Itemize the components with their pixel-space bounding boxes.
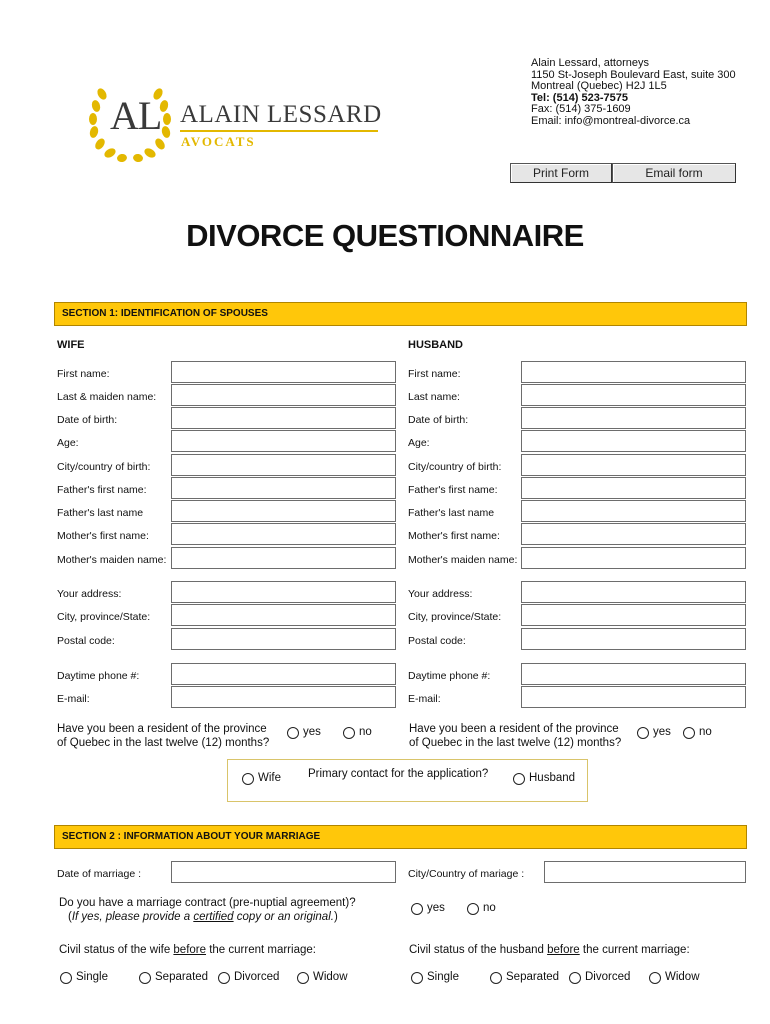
contract-note-post: copy or an original. — [233, 911, 334, 923]
firm-name-line: Alain Lessard, attorneys — [531, 57, 650, 69]
logo-initials: AL — [110, 93, 162, 138]
wife-age-field[interactable] — [171, 430, 396, 452]
marriage-date-field[interactable] — [171, 861, 396, 883]
husband-father-last-label: Father's last name — [408, 507, 495, 519]
husband-dob-field[interactable] — [521, 407, 746, 429]
husband-residency-question — [409, 722, 621, 750]
wife-single-label: Single — [76, 971, 108, 983]
husband-residency-line2: of Quebec in the last twelve (12) months? — [409, 737, 622, 749]
husband-residency-no-label: no — [699, 726, 712, 738]
husband-mother-maiden-field[interactable] — [521, 547, 746, 569]
wife-father-first-label: Father's first name: — [57, 484, 147, 496]
logo-subtitle: AVOCATS — [181, 134, 256, 149]
wife-birthplace-field[interactable] — [171, 454, 396, 476]
contract-no-label: no — [483, 902, 496, 914]
wife-mother-maiden-field[interactable] — [171, 547, 396, 569]
husband-father-first-label: Father's first name: — [408, 484, 498, 496]
husband-heading: HUSBAND — [408, 339, 463, 351]
contract-yes-radio[interactable] — [411, 903, 423, 915]
husband-separated-label: Separated — [506, 971, 560, 983]
husband-residency-yes-radio[interactable] — [637, 727, 649, 739]
wife-postal-label: Postal code: — [57, 635, 115, 647]
husband-birthplace-field[interactable] — [521, 454, 746, 476]
husband-address-label: Your address: — [408, 588, 473, 600]
husband-divorced-radio[interactable] — [569, 972, 581, 984]
logo-name: ALAIN LESSARD — [180, 101, 382, 128]
husband-civil-status-pre: Civil status of the husband — [409, 944, 548, 956]
husband-residency-yes-label: yes — [653, 726, 671, 738]
husband-mother-first-field[interactable] — [521, 523, 746, 545]
husband-separated-radio[interactable] — [490, 972, 502, 984]
husband-email-label: E-mail: — [408, 693, 441, 705]
husband-residency-line1: Have you been a resident of the province — [409, 723, 619, 735]
contract-note: (If yes, please provide a certified copy or an original.) — [68, 911, 338, 923]
husband-dob-label: Date of birth: — [408, 414, 469, 426]
wife-postal-field[interactable] — [171, 628, 396, 650]
wife-age-label: Age: — [57, 437, 79, 449]
logo-divider — [180, 130, 378, 132]
wife-father-last-label: Father's last name — [57, 507, 144, 519]
wife-residency-no-radio[interactable] — [343, 727, 355, 739]
primary-wife-label: Wife — [258, 772, 281, 784]
wife-civil-status-post: the current marriage: — [206, 944, 316, 956]
wife-residency-yes-radio[interactable] — [287, 727, 299, 739]
marriage-city-label: City/Country of mariage : — [408, 868, 525, 880]
contract-note-pre: If yes, please provide a — [71, 911, 194, 923]
wife-separated-label: Separated — [155, 971, 209, 983]
contract-note-certified: certified — [193, 911, 234, 923]
wife-mother-first-label: Mother's first name: — [57, 530, 149, 542]
husband-civil-status-post: the current marriage: — [579, 944, 690, 956]
wife-mother-maiden-label: Mother's maiden name: — [57, 554, 167, 566]
wife-civil-status-question — [59, 943, 316, 957]
husband-mother-first-label: Mother's first name: — [408, 530, 500, 542]
husband-postal-label: Postal code: — [408, 635, 466, 647]
wife-first-name-field[interactable] — [171, 361, 396, 383]
husband-last-name-label: Last name: — [408, 391, 460, 403]
contract-yes-label: yes — [427, 902, 445, 914]
firm-email-line — [531, 116, 736, 128]
husband-birthplace-label: City/country of birth: — [408, 461, 502, 473]
wife-civil-status-before: before — [173, 944, 207, 956]
firm-tel-line: Tel: (514) 523-7575 — [531, 91, 629, 104]
husband-city-field[interactable] — [521, 604, 746, 626]
wife-divorced-radio[interactable] — [218, 972, 230, 984]
marriage-date-label: Date of marriage : — [57, 868, 142, 880]
wife-address-label: Your address: — [57, 588, 122, 600]
firm-email-label: Email: — [531, 114, 565, 127]
husband-single-label: Single — [427, 971, 459, 983]
wife-separated-radio[interactable] — [139, 972, 151, 984]
wife-residency-yes-label: yes — [303, 726, 321, 738]
wife-mother-first-field[interactable] — [171, 523, 396, 545]
wife-divorced-label: Divorced — [234, 971, 280, 983]
wife-dob-label: Date of birth: — [57, 414, 118, 426]
wife-email-field[interactable] — [171, 686, 396, 708]
wife-last-name-field[interactable] — [171, 384, 396, 406]
wife-single-radio[interactable] — [60, 972, 72, 984]
firm-city-line: Montreal (Quebec) H2J 1L5 — [531, 80, 667, 93]
husband-widow-radio[interactable] — [649, 972, 661, 984]
firm-fax-line: Fax: (514) 375-1609 — [531, 103, 631, 116]
firm-email[interactable]: info@montreal-divorce.ca — [564, 114, 691, 127]
husband-first-name-label: First name: — [408, 368, 461, 380]
husband-last-name-field[interactable] — [521, 384, 746, 406]
marriage-city-field[interactable] — [544, 861, 746, 883]
primary-husband-label: Husband — [529, 772, 576, 784]
husband-father-first-field[interactable] — [521, 477, 746, 499]
firm-address-line: 1150 St-Joseph Boulevard East, suite 300 — [531, 68, 736, 81]
wife-residency-question — [57, 722, 269, 750]
primary-wife-radio[interactable] — [242, 773, 254, 785]
husband-age-field[interactable] — [521, 430, 746, 452]
email-form-button[interactable]: Email form — [612, 163, 736, 183]
section1-header: SECTION 1: IDENTIFICATION OF SPOUSES — [54, 302, 747, 326]
husband-divorced-label: Divorced — [585, 971, 631, 983]
husband-single-radio[interactable] — [411, 972, 423, 984]
wife-last-name-label: Last & maiden name: — [57, 391, 157, 403]
wife-civil-status-pre: Civil status of the wife — [59, 944, 174, 956]
husband-phone-field[interactable] — [521, 663, 746, 685]
wife-phone-label: Daytime phone #: — [57, 670, 140, 682]
husband-civil-status-before: before — [547, 944, 580, 956]
husband-civil-status-question — [409, 943, 690, 957]
contract-question — [59, 896, 356, 924]
husband-email-field[interactable] — [521, 686, 746, 708]
wife-address-field[interactable] — [171, 581, 396, 603]
wife-heading: WIFE — [57, 339, 85, 351]
husband-residency-no-radio[interactable] — [683, 727, 695, 739]
section2-header: SECTION 2 : INFORMATION ABOUT YOUR MARRIAGE — [54, 825, 747, 849]
wife-first-name-label: First name: — [57, 368, 110, 380]
husband-mother-maiden-label: Mother's maiden name: — [408, 554, 518, 566]
wife-city-field[interactable] — [171, 604, 396, 626]
wife-email-label: E-mail: — [57, 693, 90, 705]
husband-address-field[interactable] — [521, 581, 746, 603]
husband-age-label: Age: — [408, 437, 430, 449]
wife-dob-field[interactable] — [171, 407, 396, 429]
husband-city-label: City, province/State: — [408, 611, 502, 623]
print-form-button[interactable]: Print Form — [510, 163, 612, 183]
page-title: DIVORCE QUESTIONNAIRE — [186, 218, 584, 253]
wife-residency-line1: Have you been a resident of the province — [57, 723, 267, 735]
wife-father-first-field[interactable] — [171, 477, 396, 499]
husband-postal-field[interactable] — [521, 628, 746, 650]
primary-husband-radio[interactable] — [513, 773, 525, 785]
wife-widow-label: Widow — [313, 971, 348, 983]
wife-phone-field[interactable] — [171, 663, 396, 685]
wife-widow-radio[interactable] — [297, 972, 309, 984]
contract-no-radio[interactable] — [467, 903, 479, 915]
primary-contact-question: Primary contact for the application? — [308, 768, 489, 780]
contract-question-text: Do you have a marriage contract (pre-nuptial agreement)? — [59, 897, 356, 909]
wife-birthplace-label: City/country of birth: — [57, 461, 151, 473]
husband-father-last-field[interactable] — [521, 500, 746, 522]
husband-first-name-field[interactable] — [521, 361, 746, 383]
husband-widow-label: Widow — [665, 971, 700, 983]
wife-residency-no-label: no — [359, 726, 372, 738]
wife-father-last-field[interactable] — [171, 500, 396, 522]
wife-city-label: City, province/State: — [57, 611, 151, 623]
firm-contact-info — [531, 58, 736, 128]
wife-residency-line2: of Quebec in the last twelve (12) months? — [57, 737, 270, 749]
husband-phone-label: Daytime phone #: — [408, 670, 491, 682]
